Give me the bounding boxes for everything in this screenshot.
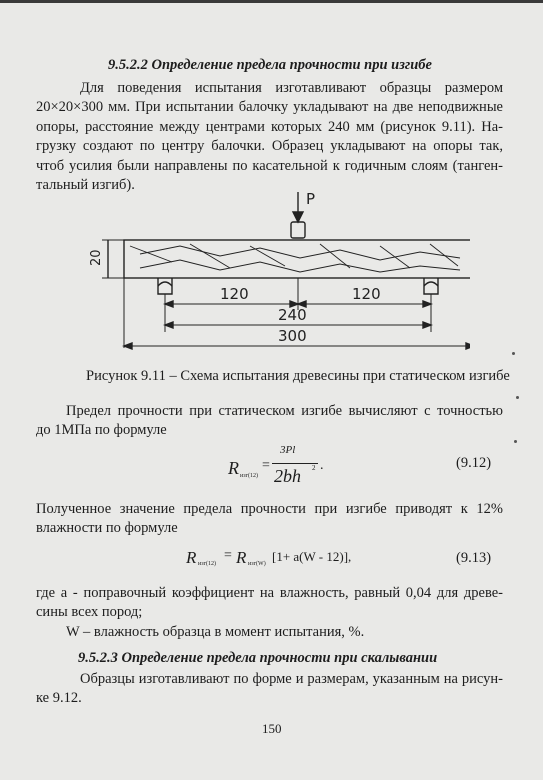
text-line: Предел прочности при статическом изгибе вычисляют с точностью	[66, 403, 503, 419]
formula-rhs-sub: изг(W)	[248, 561, 266, 567]
load-arrowhead	[293, 212, 303, 222]
text-line: сины всех пород;	[36, 604, 143, 621]
total-length-label: 300	[278, 327, 307, 345]
text-line: где a - поправочный коэффициент на влажность, равный 0,04 для древе-	[36, 585, 503, 601]
load-label: P	[306, 190, 316, 208]
left-support	[158, 278, 172, 294]
span-left-label: 120	[220, 285, 249, 303]
scan-speck	[516, 396, 519, 399]
grain-line	[140, 260, 460, 272]
formula-9-13: R изг(12) = R изг(W) [1+ a(W - 12)],	[186, 548, 352, 567]
wood-beam	[124, 240, 470, 278]
formula-lhs: R	[228, 458, 239, 478]
formula-numerator: 3Pl	[280, 444, 296, 456]
scan-speck	[512, 352, 515, 355]
formula-rhs: R	[236, 548, 247, 567]
text-line: до 1МПа по формуле	[36, 422, 167, 439]
text-line: ке 9.12.	[36, 690, 82, 707]
height-label: 20	[89, 249, 104, 266]
text-line: Для поведения испытания изготавливают образцы размером	[80, 80, 503, 96]
paragraph-shear-test	[36, 670, 503, 709]
paragraph-moisture-correction	[36, 500, 503, 539]
figure-caption: Рисунок 9.11 – Схема испытания древесины при статическом изгибе	[86, 368, 510, 384]
equation-number-9-13: (9.13)	[456, 550, 492, 566]
text-line: тальный изгиб).	[36, 177, 135, 194]
text-line: влажности по формуле	[36, 520, 178, 537]
formula-lhs-sub: изг(12)	[240, 473, 259, 479]
page-number: 150	[262, 721, 282, 736]
span-right-label: 120	[352, 285, 381, 303]
formula-9-12: R изг(12) = 3Pl 2bh 2 .	[228, 444, 324, 486]
paragraph-where	[36, 584, 503, 642]
text-line: опоры, расстояние между центрами которых 240 мм (рисунок 9.11). На-	[36, 118, 503, 135]
paragraph-bending-test	[36, 79, 503, 195]
load-pad	[291, 222, 305, 238]
section-heading-bending: 9.5.2.2 Определение предела прочности при изгибе	[108, 57, 432, 73]
right-support	[424, 278, 438, 294]
formula-bracket: [1+ a(W - 12)],	[272, 549, 352, 564]
formula-lhs-sub: изг(12)	[198, 561, 217, 567]
text-line: чтоб усилия были направлены по касательной к годичным слоям (танген-	[36, 157, 503, 174]
text-line: Полученное значение предела прочности при изгибе приводят к 12%	[36, 501, 503, 517]
section-heading-shear: 9.5.2.3 Определение предела прочности при скалывании	[78, 650, 438, 666]
formula-lhs: R	[186, 548, 197, 567]
equation-number-9-12: (9.12)	[456, 455, 492, 471]
text-line: грузку создают по центру балочки. Образец укладывают на опоры так,	[36, 138, 503, 155]
text-line: 20×20×300 мм. При испытании балочку укладывают на две неподвижные	[36, 99, 503, 116]
formula-denominator: 2bh	[274, 466, 301, 486]
scan-speck	[514, 440, 517, 443]
formula-den-sup: 2	[312, 464, 316, 472]
support-span-label: 240	[278, 306, 307, 324]
grain-line	[140, 246, 460, 260]
text-line: W – влажность образца в момент испытания, %.	[66, 623, 365, 640]
text-line: Образцы изготавливают по форме и размерам, указанным на рисун-	[80, 671, 503, 687]
bending-test-diagram	[80, 182, 470, 352]
paragraph-formula-intro	[36, 402, 503, 441]
